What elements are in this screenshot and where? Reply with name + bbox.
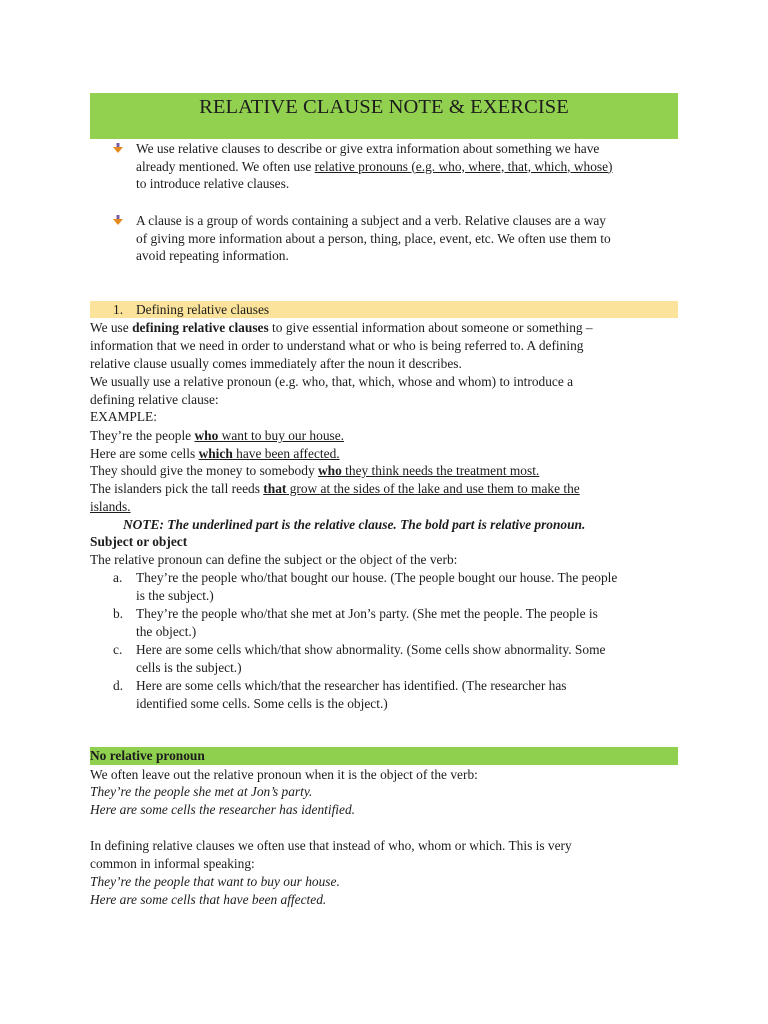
bullet-1-line-3: to introduce relative clauses. <box>136 176 290 191</box>
that-usage-example-1: They’re the people that want to buy our house. <box>90 874 340 889</box>
example-2-pronoun: which <box>198 446 233 461</box>
no-pronoun-example-2: Here are some cells the researcher has identified. <box>90 802 356 817</box>
list-item-a <box>136 569 681 605</box>
list-item-a-line-1: They’re the people who/that bought our house. (The people bought our house. The people <box>136 570 618 585</box>
example-3-clause: they think needs the treatment most. <box>341 463 540 478</box>
page-title: RELATIVE CLAUSE NOTE & EXERCISE <box>199 96 569 118</box>
example-1-clause: want to buy our house. <box>218 428 345 443</box>
list-item-a-line-2: is the subject.) <box>136 588 214 603</box>
list-item-c-mark: c. <box>113 642 123 657</box>
bullet-1-line-2-text: already mentioned. We often use <box>136 158 315 174</box>
list-item-d-line-1: Here are some cells which/that the researcher has identified. (The researcher has <box>136 678 567 693</box>
example-4-clause-end: islands. <box>90 499 131 514</box>
list-item-c <box>136 641 681 677</box>
no-pronoun-line-1: We often leave out the relative pronoun when it is the object of the verb: <box>90 767 478 782</box>
intro-line-3: relative clause usually comes immediately after the noun it describes. <box>90 356 462 371</box>
intro-line-2: information that we need in order to understand what or who is being referred to. A defining <box>90 338 584 353</box>
example-3-pre: They should give the money to somebody <box>90 463 318 478</box>
list-item-b-line-2: the object.) <box>136 624 197 639</box>
that-usage-example-2: Here are some cells that have been affected. <box>90 892 327 907</box>
no-pronoun-heading: No relative pronoun <box>90 748 205 763</box>
no-pronoun-example-1: They’re the people she met at Jon’s party. <box>90 784 313 799</box>
that-usage-line-1: In defining relative clauses we often use that instead of who, whom or which. This is very <box>90 838 572 853</box>
arrow-down-bullet-icon <box>113 143 123 153</box>
example-2-pre: Here are some cells <box>90 446 199 461</box>
bullet-1-line-1: We use relative clauses to describe or give extra information about something we have <box>136 141 600 156</box>
intro-line-1-pre: We use <box>90 320 133 335</box>
title-band <box>90 93 678 139</box>
list-item-d <box>136 677 681 713</box>
example-3 <box>90 462 680 480</box>
arrow-down-bullet-icon <box>113 215 123 225</box>
intro-line-5: defining relative clause: <box>90 392 219 407</box>
list-item-d-line-2: identified some cells. Some cells is the object.) <box>136 696 388 711</box>
bullet-2 <box>136 212 684 265</box>
example-1 <box>90 427 680 445</box>
list-item-b <box>136 605 681 641</box>
intro-line-1 <box>90 319 680 337</box>
list-item-c-line-2: cells is the subject.) <box>136 660 242 675</box>
bullet-2-line-3: avoid repeating information. <box>136 248 289 263</box>
bullet-2-line-1: A clause is a group of words containing a subject and a verb. Relative clauses are a way <box>136 213 606 228</box>
example-3-pronoun: who <box>317 463 342 478</box>
example-4-pronoun: that <box>263 481 287 496</box>
example-label: EXAMPLE: <box>90 409 157 424</box>
example-2 <box>90 445 680 463</box>
section-1-number: 1. <box>113 302 124 317</box>
list-item-c-line-1: Here are some cells which/that show abnormality. (Some cells show abnormality. Some <box>136 642 606 657</box>
intro-bold-term: defining relative clauses <box>132 320 269 335</box>
subject-or-object-heading: Subject or object <box>90 534 188 549</box>
example-1-pre: They’re the people <box>90 428 195 443</box>
intro-line-4: We usually use a relative pronoun (e.g. who, that, which, whose and whom) to introduce a <box>90 374 574 389</box>
example-4 <box>90 480 680 498</box>
that-usage-line-2: common in informal speaking: <box>90 856 255 871</box>
bullet-1 <box>136 140 684 193</box>
example-1-pronoun: who <box>194 428 219 443</box>
note-text: NOTE: The underlined part is the relative clause. The bold part is relative pronoun. <box>123 517 586 532</box>
example-2-clause: have been affected. <box>232 446 340 461</box>
intro-line-1-post: to give essential information about someone or something – <box>268 320 593 335</box>
relative-pronouns-link-text: relative pronouns (e.g. who, where, that, which, whose) <box>314 158 613 174</box>
example-4-continued <box>90 498 680 516</box>
list-item-b-line-1: They’re the people who/that she met at Jon’s party. (She met the people. The people is <box>136 606 598 621</box>
list-item-b-mark: b. <box>113 606 124 621</box>
section-1-heading: Defining relative clauses <box>136 302 270 317</box>
bullet-2-line-2: of giving more information about a person, thing, place, event, etc. We often use them to <box>136 230 611 246</box>
example-4-clause: grow at the sides of the lake and use them to make the <box>286 481 580 496</box>
list-item-a-mark: a. <box>113 570 123 585</box>
bullet-1-line-2 <box>136 158 684 176</box>
example-4-pre: The islanders pick the tall reeds <box>90 481 264 496</box>
list-item-d-mark: d. <box>113 678 124 693</box>
subject-intro: The relative pronoun can define the subject or the object of the verb: <box>90 552 458 567</box>
